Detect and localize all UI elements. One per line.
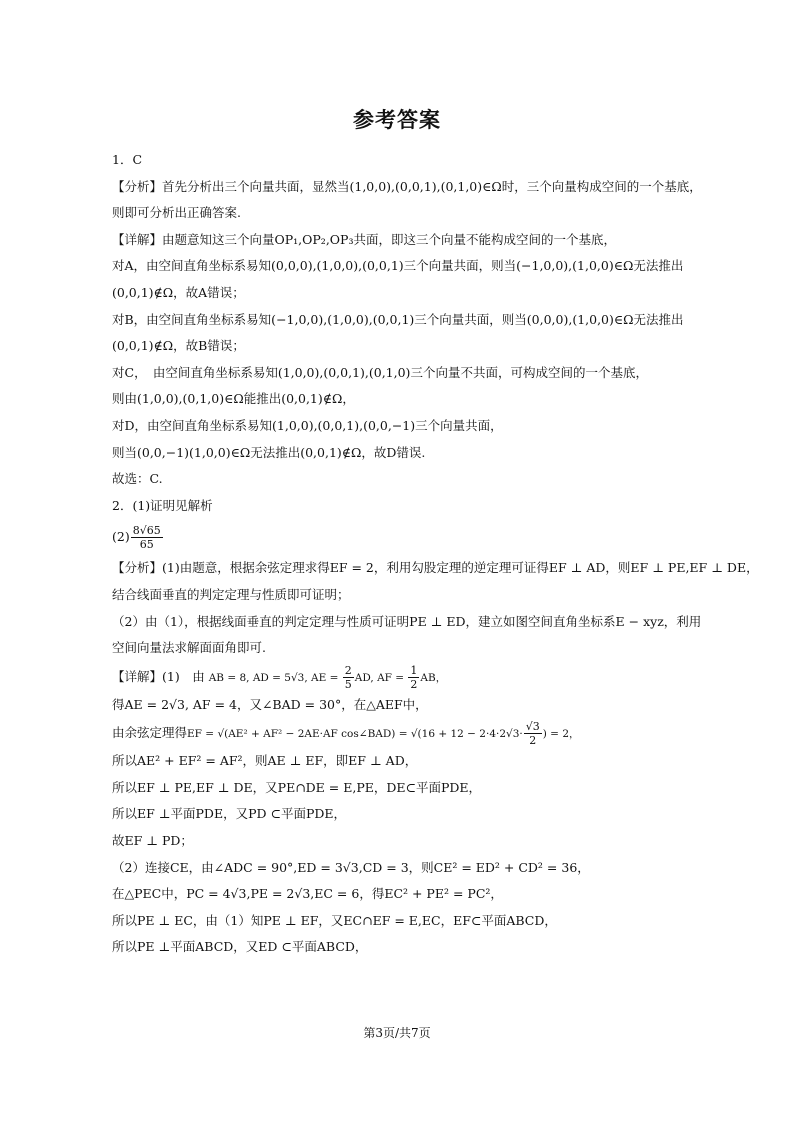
answer-content: [112, 147, 759, 961]
text-line: 【分析】首先分析出三个向量共面，显然当(1,0,0),(0,0,1),(0,1,0)∈Ω时，三个向量构成空间的一个基底，: [112, 178, 702, 194]
text-line: 所以EF ⊥平面PDE，又PD ⊂平面PDE，: [112, 806, 347, 822]
fraction-numerator: 1: [410, 663, 418, 677]
text-line: 对C， 由空间直角坐标系易知(1,0,0),(0,0,1),(0,1,0)三个向量不共面，可构成空间的一个基底，: [112, 364, 648, 380]
text-line: 得AE = 2√3, AF = 4，又∠BAD = 30°，在△AEF中，: [112, 696, 428, 712]
answer-2-label: (2): [112, 529, 130, 545]
text-line: 所以AE² + EF² = AF²，则AE ⊥ EF，即EF ⊥ AD，: [112, 753, 418, 769]
fraction-numerator: 2: [344, 663, 352, 677]
text-line: (0,0,1)∉Ω，故A错误；: [112, 284, 245, 300]
given-values-end: AB，: [420, 671, 447, 684]
page-title: 参考答案: [353, 108, 441, 132]
text-line: 对A，由空间直角坐标系易知(0,0,0),(1,0,0),(0,0,1)三个向量共面，则当(−1,0,0),(1,0,0)∈Ω无法推出: [112, 258, 684, 274]
text-line: 对D，由空间直角坐标系易知(1,0,0),(0,0,1),(0,0,−1)三个向量共面，: [112, 417, 503, 433]
text-line: (0,0,1)∉Ω，故B错误；: [112, 338, 245, 354]
text-line: 对B，由空间直角坐标系易知(−1,0,0),(1,0,0),(0,0,1)三个向量共面，则当(0,0,0),(1,0,0)∈Ω无法推出: [112, 311, 684, 327]
text-line: 【详解】由题意知这三个向量OP₁,OP₂,OP₃共面，即这三个向量不能构成空间的一个基底，: [112, 231, 616, 247]
text-line: （2）由（1），根据线面垂直的判定定理与性质可证明PE ⊥ ED，建立如图空间直角坐标系E − xyz，利用: [112, 613, 702, 629]
cosine-formula: EF = √(AE² + AF² − 2AE·AF cos∠BAD) = √(16 + 12 − 2·4·2√3·: [187, 728, 523, 741]
cosine-result: ) = 2，: [542, 728, 580, 741]
text-line: 则当(0,0,−1)(1,0,0)∈Ω无法推出(0,0,1)∉Ω，故D错误.: [112, 444, 426, 460]
text-line: 则即可分析出正确答案.: [112, 205, 241, 221]
fraction-denominator: 2: [410, 677, 418, 691]
text-line: 所以PE ⊥ EC，由（1）知PE ⊥ EF，又EC∩EF = E,EC，EF⊂平面ABCD，: [112, 912, 557, 928]
text-line: 结合线面垂直的判定定理与性质即可证明；: [112, 586, 350, 602]
answer-2-fraction: [131, 524, 163, 551]
text-line: 1．C: [112, 152, 143, 167]
text-line: 2．(1)证明见解析: [112, 497, 213, 513]
text-line: 空间向量法求解面面角即可.: [112, 640, 266, 656]
text-line: 在△PEC中，PC = 4√3,PE = 2√3,EC = 6，得EC² + PE² = PC²，: [112, 886, 503, 902]
fraction-numerator: 8√65: [132, 524, 161, 538]
fraction-denominator: 2: [529, 734, 537, 748]
given-values-mid: AD, AF =: [354, 671, 408, 684]
text-line: 所以EF ⊥ PE,EF ⊥ DE，又PE∩DE = E,PE，DE⊂平面PDE，: [112, 779, 482, 795]
detail-given-line: [112, 662, 692, 692]
text-line: 【分析】(1)由题意，根据余弦定理求得EF = 2，利用勾股定理的逆定理可证得EF ⊥ AD，则EF ⊥ PE,EF ⊥ DE，: [112, 560, 759, 576]
text-line: 则由(1,0,0),(0,1,0)∈Ω能推出(0,0,1)∉Ω，: [112, 391, 355, 407]
cosine-law-line: [112, 718, 692, 748]
cosine-label: 由余弦定理得: [112, 725, 188, 741]
fraction: [524, 720, 542, 747]
text-line: （2）连接CE，由∠ADC = 90°,ED = 3√3,CD = 3，则CE² = ED² + CD² = 36，: [112, 859, 590, 875]
fraction: [408, 664, 419, 691]
fraction-numerator: √3: [525, 720, 540, 734]
fraction: [343, 664, 354, 691]
given-values: AB = 8, AD = 5√3, AE =: [208, 671, 342, 684]
answer-2-line: [112, 519, 692, 555]
fraction-denominator: 5: [344, 677, 352, 691]
detail-label: 【详解】(1) 由: [112, 668, 205, 684]
text-line: 故选：C.: [112, 471, 163, 487]
text-line: 所以PE ⊥平面ABCD，又ED ⊂平面ABCD，: [112, 939, 368, 955]
fraction-denominator: 65: [139, 538, 154, 552]
page-number-footer: 第3页/共7页: [363, 1026, 431, 1040]
text-line: 故EF ⊥ PD；: [112, 833, 193, 849]
